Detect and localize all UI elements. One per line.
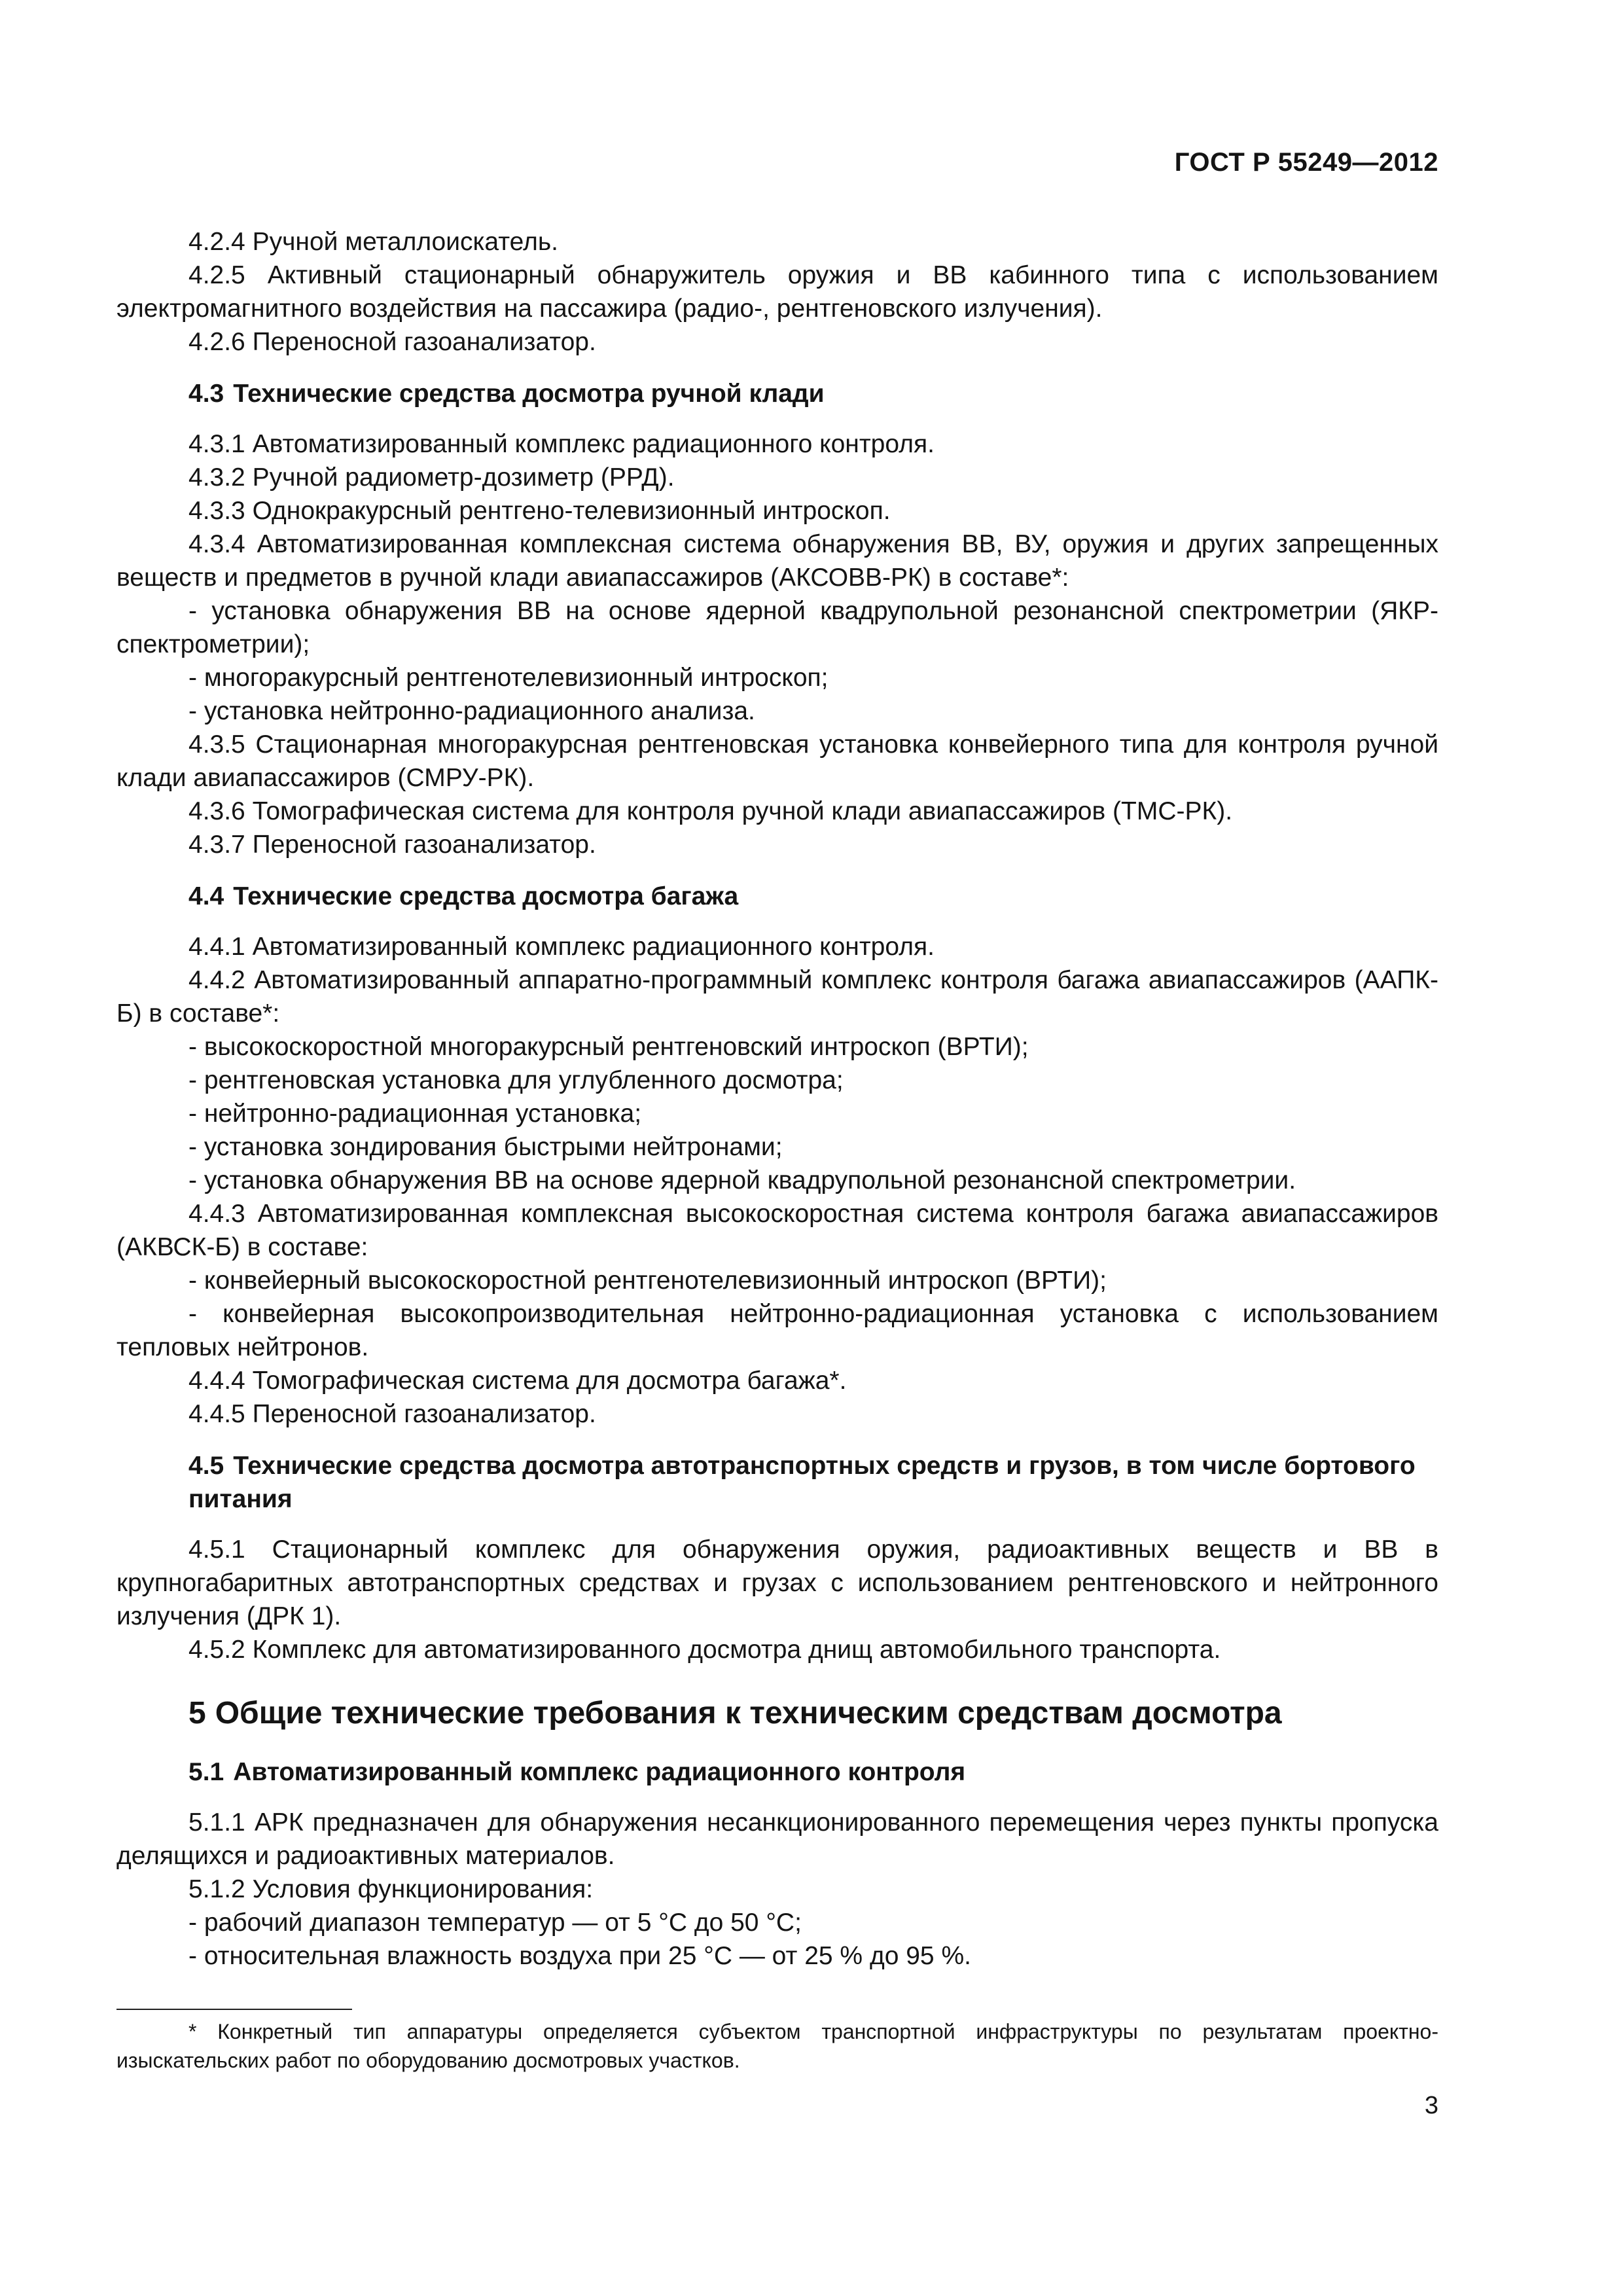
clause-paragraph: 4.5.1 Стационарный комплекс для обнаружения оружия, радиоактивных веществ и ВВ в крупногабаритных автотранспортных средствах и грузах с использованием рентгеновского и нейтронного излучения (ДРК 1). [116, 1535, 1438, 1630]
clause-paragraph: 4.2.4 Ручной металлоискатель. [188, 228, 558, 256]
list-item: - конвейерный высокоскоростной рентгенотелевизионный интроскоп (ВРТИ); [188, 1266, 1107, 1295]
clause-paragraph: 4.3.1 Автоматизированный комплекс радиационного контроля. [188, 430, 935, 458]
list-item: - высокоскоростной многоракурсный рентгеновский интроскоп (ВРТИ); [188, 1033, 1029, 1061]
heading-text: Технические средства досмотра багажа [233, 882, 739, 910]
clause-paragraph: 4.3.2 Ручной радиометр-дозиметр (РРД). [188, 463, 675, 492]
heading-text: Автоматизированный комплекс радиационного контроля [233, 1758, 966, 1786]
clause-paragraph: 5.1.1 АРК предназначен для обнаружения несанкционированного перемещения через пункты пропуска делящихся и радиоактивных материалов. [116, 1808, 1438, 1870]
clause-paragraph: 4.2.6 Переносной газоанализатор. [188, 328, 596, 356]
list-item: - установка зондирования быстрыми нейтронами; [188, 1133, 783, 1161]
clause-paragraph: 4.4.3 Автоматизированная комплексная высокоскоростная система контроля багажа авиапассажиров (АКВСК-Б) в составе: [116, 1200, 1438, 1261]
heading-text: Технические средства досмотра ручной клади [233, 380, 825, 408]
clause-paragraph: 4.4.1 Автоматизированный комплекс радиационного контроля. [188, 933, 935, 961]
document-page [116, 0, 1438, 2296]
clause-paragraph: 4.4.2 Автоматизированный аппаратно-программный комплекс контроля багажа авиапассажиров (ААПК-Б) в составе*: [116, 966, 1438, 1028]
list-item: - рентгеновская установка для углубленного досмотра; [188, 1066, 844, 1094]
clause-paragraph: 4.4.4 Томографическая система для досмотра багажа*. [188, 1367, 847, 1395]
clause-paragraph: 4.3.3 Однокракурсный рентгено-телевизионный интроскоп. [188, 497, 891, 525]
heading-text: Технические средства досмотра автотранспортных средств и грузов, в том числе бортового питания [188, 1452, 1416, 1513]
clause-paragraph: 4.4.5 Переносной газоанализатор. [188, 1400, 596, 1428]
document-code: ГОСТ Р 55249—2012 [1174, 148, 1438, 177]
heading-number: 5.1 [188, 1758, 224, 1786]
page-number: 3 [1424, 2092, 1438, 2119]
clause-paragraph: 4.3.4 Автоматизированная комплексная система обнаружения ВВ, ВУ, оружия и других запрещенных веществ и предметов в ручной клади авиапассажиров (АКСОВВ-РК) в составе*: [116, 530, 1438, 592]
clause-paragraph: 4.3.5 Стационарная многоракурсная рентгеновская установка конвейерного типа для контроля ручной клади авиапассажиров (СМРУ-РК). [116, 730, 1438, 792]
heading-number: 4.3 [188, 380, 224, 408]
list-item: - установка нейтронно-радиационного анализа. [188, 697, 755, 725]
list-item: - многоракурсный рентгенотелевизионный интроскоп; [188, 664, 829, 692]
subsection-heading [116, 1449, 1438, 1516]
list-item: - установка обнаружения ВВ на основе ядерной квадрупольной резонансной спектрометрии (ЯКР-спектрометрии); [116, 597, 1438, 658]
section-heading [116, 1694, 1438, 1733]
footnote: * Конкретный тип аппаратуры определяется субъектом транспортной инфраструктуры по результатам проектно-изыскательских работ по оборудованию досмотровых участков. [116, 2020, 1438, 2072]
heading-number: 5 [188, 1696, 206, 1731]
list-item: - относительная влажность воздуха при 25 °C — от 25 % до 95 %. [188, 1942, 971, 1970]
clause-paragraph: 5.1.2 Условия функционирования: [188, 1875, 594, 1903]
subsection-heading [116, 1755, 1438, 1789]
clause-paragraph: 4.5.2 Комплекс для автоматизированного досмотра днищ автомобильного транспорта. [188, 1636, 1221, 1664]
list-item: - установка обнаружения ВВ на основе ядерной квадрупольной резонансной спектрометрии. [188, 1166, 1296, 1194]
document-body [116, 225, 1438, 1973]
heading-text: Общие технические требования к техническим средствам досмотра [215, 1696, 1282, 1731]
clause-paragraph: 4.2.5 Активный стационарный обнаружитель оружия и ВВ кабинного типа с использованием электромагнитного воздействия на пассажира (радио-, рентгеновского излучения). [116, 261, 1438, 323]
subsection-heading [116, 377, 1438, 410]
clause-paragraph: 4.3.7 Переносной газоанализатор. [188, 831, 596, 859]
clause-paragraph: 4.3.6 Томографическая система для контроля ручной клади авиапассажиров (ТМС-РК). [188, 797, 1233, 825]
subsection-heading [116, 880, 1438, 913]
list-item: - рабочий диапазон температур — от 5 °C до 50 °C; [188, 1909, 802, 1937]
list-item: - конвейерная высокопроизводительная нейтронно-радиационная установка с использованием тепловых нейтронов. [116, 1300, 1438, 1361]
list-item: - нейтронно-радиационная установка; [188, 1100, 642, 1128]
heading-number: 4.5 [188, 1452, 224, 1480]
footnote-separator [116, 2009, 352, 2010]
heading-number: 4.4 [188, 882, 224, 910]
